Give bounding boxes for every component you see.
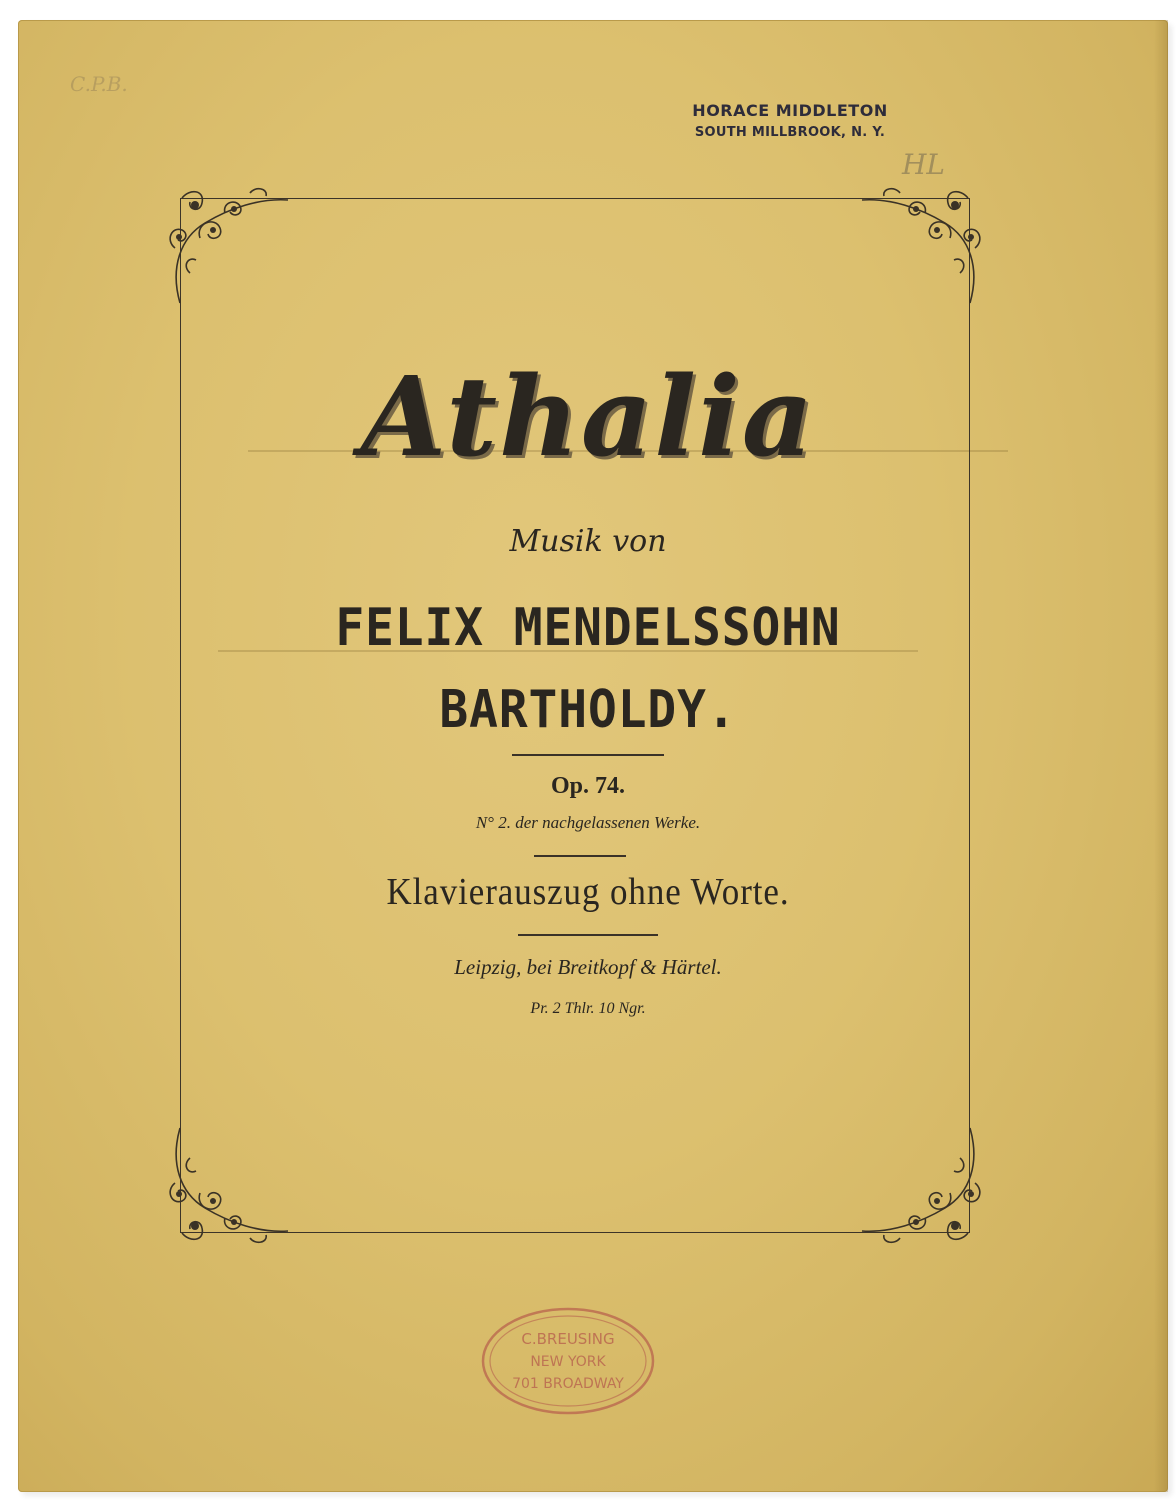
flourish-corner-icon — [160, 178, 290, 308]
price-line: Pr. 2 Thlr. 10 Ngr. — [530, 1000, 646, 1017]
flourish-corner-icon — [160, 1123, 290, 1253]
dealer-stamp-address: 701 BROADWAY — [512, 1376, 624, 1392]
dealer-stamp — [478, 1302, 658, 1420]
cover-edge-shadow — [1154, 20, 1168, 1492]
dealer-stamp-name: C.BREUSING — [521, 1330, 615, 1348]
composer-name-line1: FELIX MENDELSSOHN — [335, 598, 841, 658]
arrangement-title: Klavierauszug ohne Worte. — [386, 871, 790, 913]
pencil-note: C.P.B. — [70, 72, 128, 96]
owner-stamp-name: HORACE MIDDLETON — [692, 101, 888, 120]
owner-stamp — [690, 100, 890, 144]
flourish-corner-icon — [860, 1123, 990, 1253]
divider-rule — [534, 855, 626, 857]
opus-number: Op. 74. — [550, 773, 625, 799]
music-by-label: Musik von — [509, 524, 667, 559]
owner-stamp-place: SOUTH MILLBROOK, N. Y. — [694, 125, 886, 140]
flourish-corner-icon — [860, 178, 990, 308]
work-title: Athalia — [360, 352, 816, 481]
composer-name-line2: BARTHOLDY. — [439, 680, 737, 740]
divider-rule — [518, 934, 658, 936]
pencil-initials: HL — [902, 148, 946, 181]
posthumous-works-note: N° 2. der nachgelassenen Werke. — [475, 813, 701, 832]
dealer-stamp-city: NEW YORK — [530, 1354, 606, 1370]
divider-rule — [512, 754, 664, 756]
publisher-line: Leipzig, bei Breitkopf & Härtel. — [454, 955, 722, 979]
